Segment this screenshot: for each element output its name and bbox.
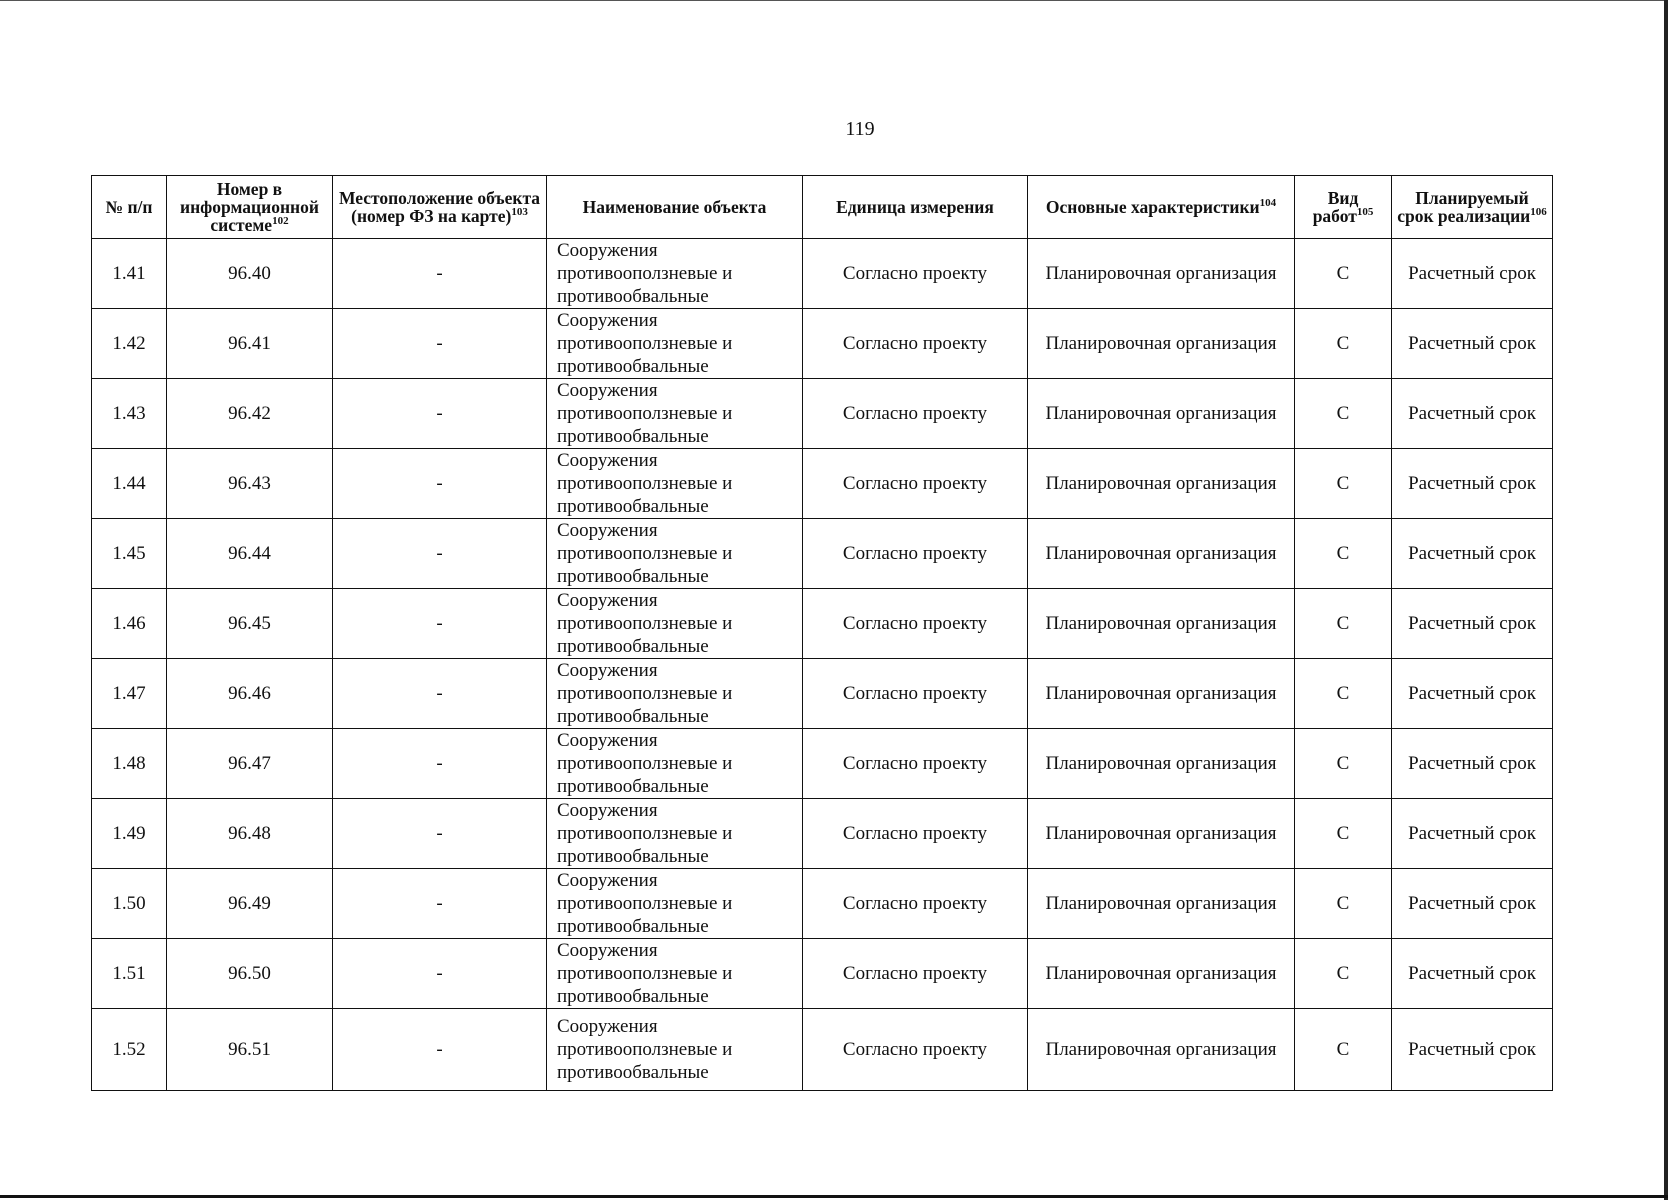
header-cell-location: Местоположение объекта (номер ФЗ на карте)$^{103}$ — [333, 176, 547, 239]
cell-characteristics: Планировочная организация — [1028, 659, 1295, 729]
table-row — [92, 379, 1553, 449]
cell-characteristics: Планировочная организация — [1028, 589, 1295, 659]
cell-location: - — [333, 309, 547, 379]
objects-table — [91, 175, 1553, 1091]
cell-system-id: 96.49 — [167, 869, 333, 939]
cell-number: 1.52 — [92, 1009, 167, 1091]
cell-system-id: 96.50 — [167, 939, 333, 1009]
cell-work-type: С — [1295, 449, 1392, 519]
cell-number: 1.49 — [92, 799, 167, 869]
cell-unit: Согласно проекту — [803, 799, 1028, 869]
cell-planned-term: Расчетный срок — [1392, 379, 1553, 449]
table-row — [92, 659, 1553, 729]
cell-work-type: С — [1295, 869, 1392, 939]
cell-location: - — [333, 379, 547, 449]
cell-unit: Согласно проекту — [803, 1009, 1028, 1091]
cell-planned-term: Расчетный срок — [1392, 1009, 1553, 1091]
cell-system-id: 96.41 — [167, 309, 333, 379]
page-top-edge — [0, 0, 1668, 1]
header-cell-number: № п/п — [92, 176, 167, 239]
table-row — [92, 309, 1553, 379]
cell-location: - — [333, 239, 547, 309]
table-row — [92, 939, 1553, 1009]
cell-unit: Согласно проекту — [803, 729, 1028, 799]
cell-planned-term: Расчетный срок — [1392, 309, 1553, 379]
cell-object-name: Сооружения противооползневые и противообвальные — [547, 519, 803, 589]
cell-number: 1.41 — [92, 239, 167, 309]
cell-location: - — [333, 659, 547, 729]
cell-work-type: С — [1295, 589, 1392, 659]
cell-system-id: 96.47 — [167, 729, 333, 799]
cell-location: - — [333, 449, 547, 519]
cell-characteristics: Планировочная организация — [1028, 239, 1295, 309]
cell-work-type: С — [1295, 939, 1392, 1009]
cell-unit: Согласно проекту — [803, 939, 1028, 1009]
table-row — [92, 449, 1553, 519]
cell-characteristics: Планировочная организация — [1028, 939, 1295, 1009]
cell-object-name: Сооружения противооползневые и противообвальные — [547, 799, 803, 869]
cell-unit: Согласно проекту — [803, 519, 1028, 589]
cell-characteristics: Планировочная организация — [1028, 449, 1295, 519]
header-cell-characteristics: Основные характеристики$^{104}$ — [1028, 176, 1295, 239]
cell-number: 1.44 — [92, 449, 167, 519]
cell-number: 1.51 — [92, 939, 167, 1009]
cell-planned-term: Расчетный срок — [1392, 869, 1553, 939]
table-row — [92, 239, 1553, 309]
table-row — [92, 1009, 1553, 1091]
header-cell-work-type: Вид работ$^{105}$ — [1295, 176, 1392, 239]
cell-work-type: С — [1295, 239, 1392, 309]
cell-location: - — [333, 729, 547, 799]
cell-number: 1.43 — [92, 379, 167, 449]
cell-system-id: 96.45 — [167, 589, 333, 659]
cell-characteristics: Планировочная организация — [1028, 799, 1295, 869]
cell-work-type: С — [1295, 799, 1392, 869]
cell-unit: Согласно проекту — [803, 309, 1028, 379]
header-cell-system-id: Номер в информационной системе$^{102}$ — [167, 176, 333, 239]
cell-system-id: 96.48 — [167, 799, 333, 869]
cell-object-name: Сооружения противооползневые и противообвальные — [547, 659, 803, 729]
cell-planned-term: Расчетный срок — [1392, 519, 1553, 589]
cell-system-id: 96.51 — [167, 1009, 333, 1091]
cell-location: - — [333, 519, 547, 589]
cell-number: 1.48 — [92, 729, 167, 799]
cell-work-type: С — [1295, 519, 1392, 589]
cell-number: 1.45 — [92, 519, 167, 589]
cell-unit: Согласно проекту — [803, 239, 1028, 309]
table-row — [92, 729, 1553, 799]
cell-location: - — [333, 869, 547, 939]
table-row — [92, 799, 1553, 869]
cell-system-id: 96.46 — [167, 659, 333, 729]
cell-characteristics: Планировочная организация — [1028, 729, 1295, 799]
cell-object-name: Сооружения противооползневые и противообвальные — [547, 589, 803, 659]
cell-planned-term: Расчетный срок — [1392, 239, 1553, 309]
cell-unit: Согласно проекту — [803, 659, 1028, 729]
cell-planned-term: Расчетный срок — [1392, 449, 1553, 519]
cell-characteristics: Планировочная организация — [1028, 519, 1295, 589]
page-number: 119 — [845, 118, 875, 140]
cell-system-id: 96.40 — [167, 239, 333, 309]
cell-work-type: С — [1295, 309, 1392, 379]
cell-work-type: С — [1295, 379, 1392, 449]
cell-planned-term: Расчетный срок — [1392, 939, 1553, 1009]
cell-unit: Согласно проекту — [803, 869, 1028, 939]
cell-location: - — [333, 1009, 547, 1091]
header-cell-planned-term: Планируемый срок реализации$^{106}$ — [1392, 176, 1553, 239]
cell-number: 1.47 — [92, 659, 167, 729]
cell-object-name: Сооружения противооползневые и противообвальные — [547, 1009, 803, 1091]
cell-object-name: Сооружения противооползневые и противообвальные — [547, 729, 803, 799]
cell-number: 1.46 — [92, 589, 167, 659]
cell-location: - — [333, 799, 547, 869]
cell-number: 1.42 — [92, 309, 167, 379]
cell-object-name: Сооружения противооползневые и противообвальные — [547, 939, 803, 1009]
cell-characteristics: Планировочная организация — [1028, 379, 1295, 449]
cell-work-type: С — [1295, 1009, 1392, 1091]
cell-object-name: Сооружения противооползневые и противообвальные — [547, 309, 803, 379]
cell-location: - — [333, 939, 547, 1009]
cell-object-name: Сооружения противооползневые и противообвальные — [547, 449, 803, 519]
cell-unit: Согласно проекту — [803, 449, 1028, 519]
cell-planned-term: Расчетный срок — [1392, 659, 1553, 729]
cell-planned-term: Расчетный срок — [1392, 799, 1553, 869]
cell-unit: Согласно проекту — [803, 379, 1028, 449]
header-cell-unit: Единица измерения — [803, 176, 1028, 239]
cell-work-type: С — [1295, 659, 1392, 729]
cell-system-id: 96.43 — [167, 449, 333, 519]
cell-planned-term: Расчетный срок — [1392, 729, 1553, 799]
cell-system-id: 96.44 — [167, 519, 333, 589]
table-row — [92, 519, 1553, 589]
cell-object-name: Сооружения противооползневые и противообвальные — [547, 869, 803, 939]
cell-characteristics: Планировочная организация — [1028, 309, 1295, 379]
cell-work-type: С — [1295, 729, 1392, 799]
header-cell-object-name: Наименование объекта — [547, 176, 803, 239]
cell-object-name: Сооружения противооползневые и противообвальные — [547, 379, 803, 449]
table-row — [92, 589, 1553, 659]
table-header-row — [92, 176, 1553, 239]
cell-unit: Согласно проекту — [803, 589, 1028, 659]
cell-system-id: 96.42 — [167, 379, 333, 449]
cell-characteristics: Планировочная организация — [1028, 869, 1295, 939]
cell-characteristics: Планировочная организация — [1028, 1009, 1295, 1091]
cell-location: - — [333, 589, 547, 659]
page-right-edge — [1664, 0, 1668, 1200]
cell-number: 1.50 — [92, 869, 167, 939]
table-row — [92, 869, 1553, 939]
cell-planned-term: Расчетный срок — [1392, 589, 1553, 659]
cell-object-name: Сооружения противооползневые и противообвальные — [547, 239, 803, 309]
page-bottom-edge — [0, 1195, 1668, 1198]
